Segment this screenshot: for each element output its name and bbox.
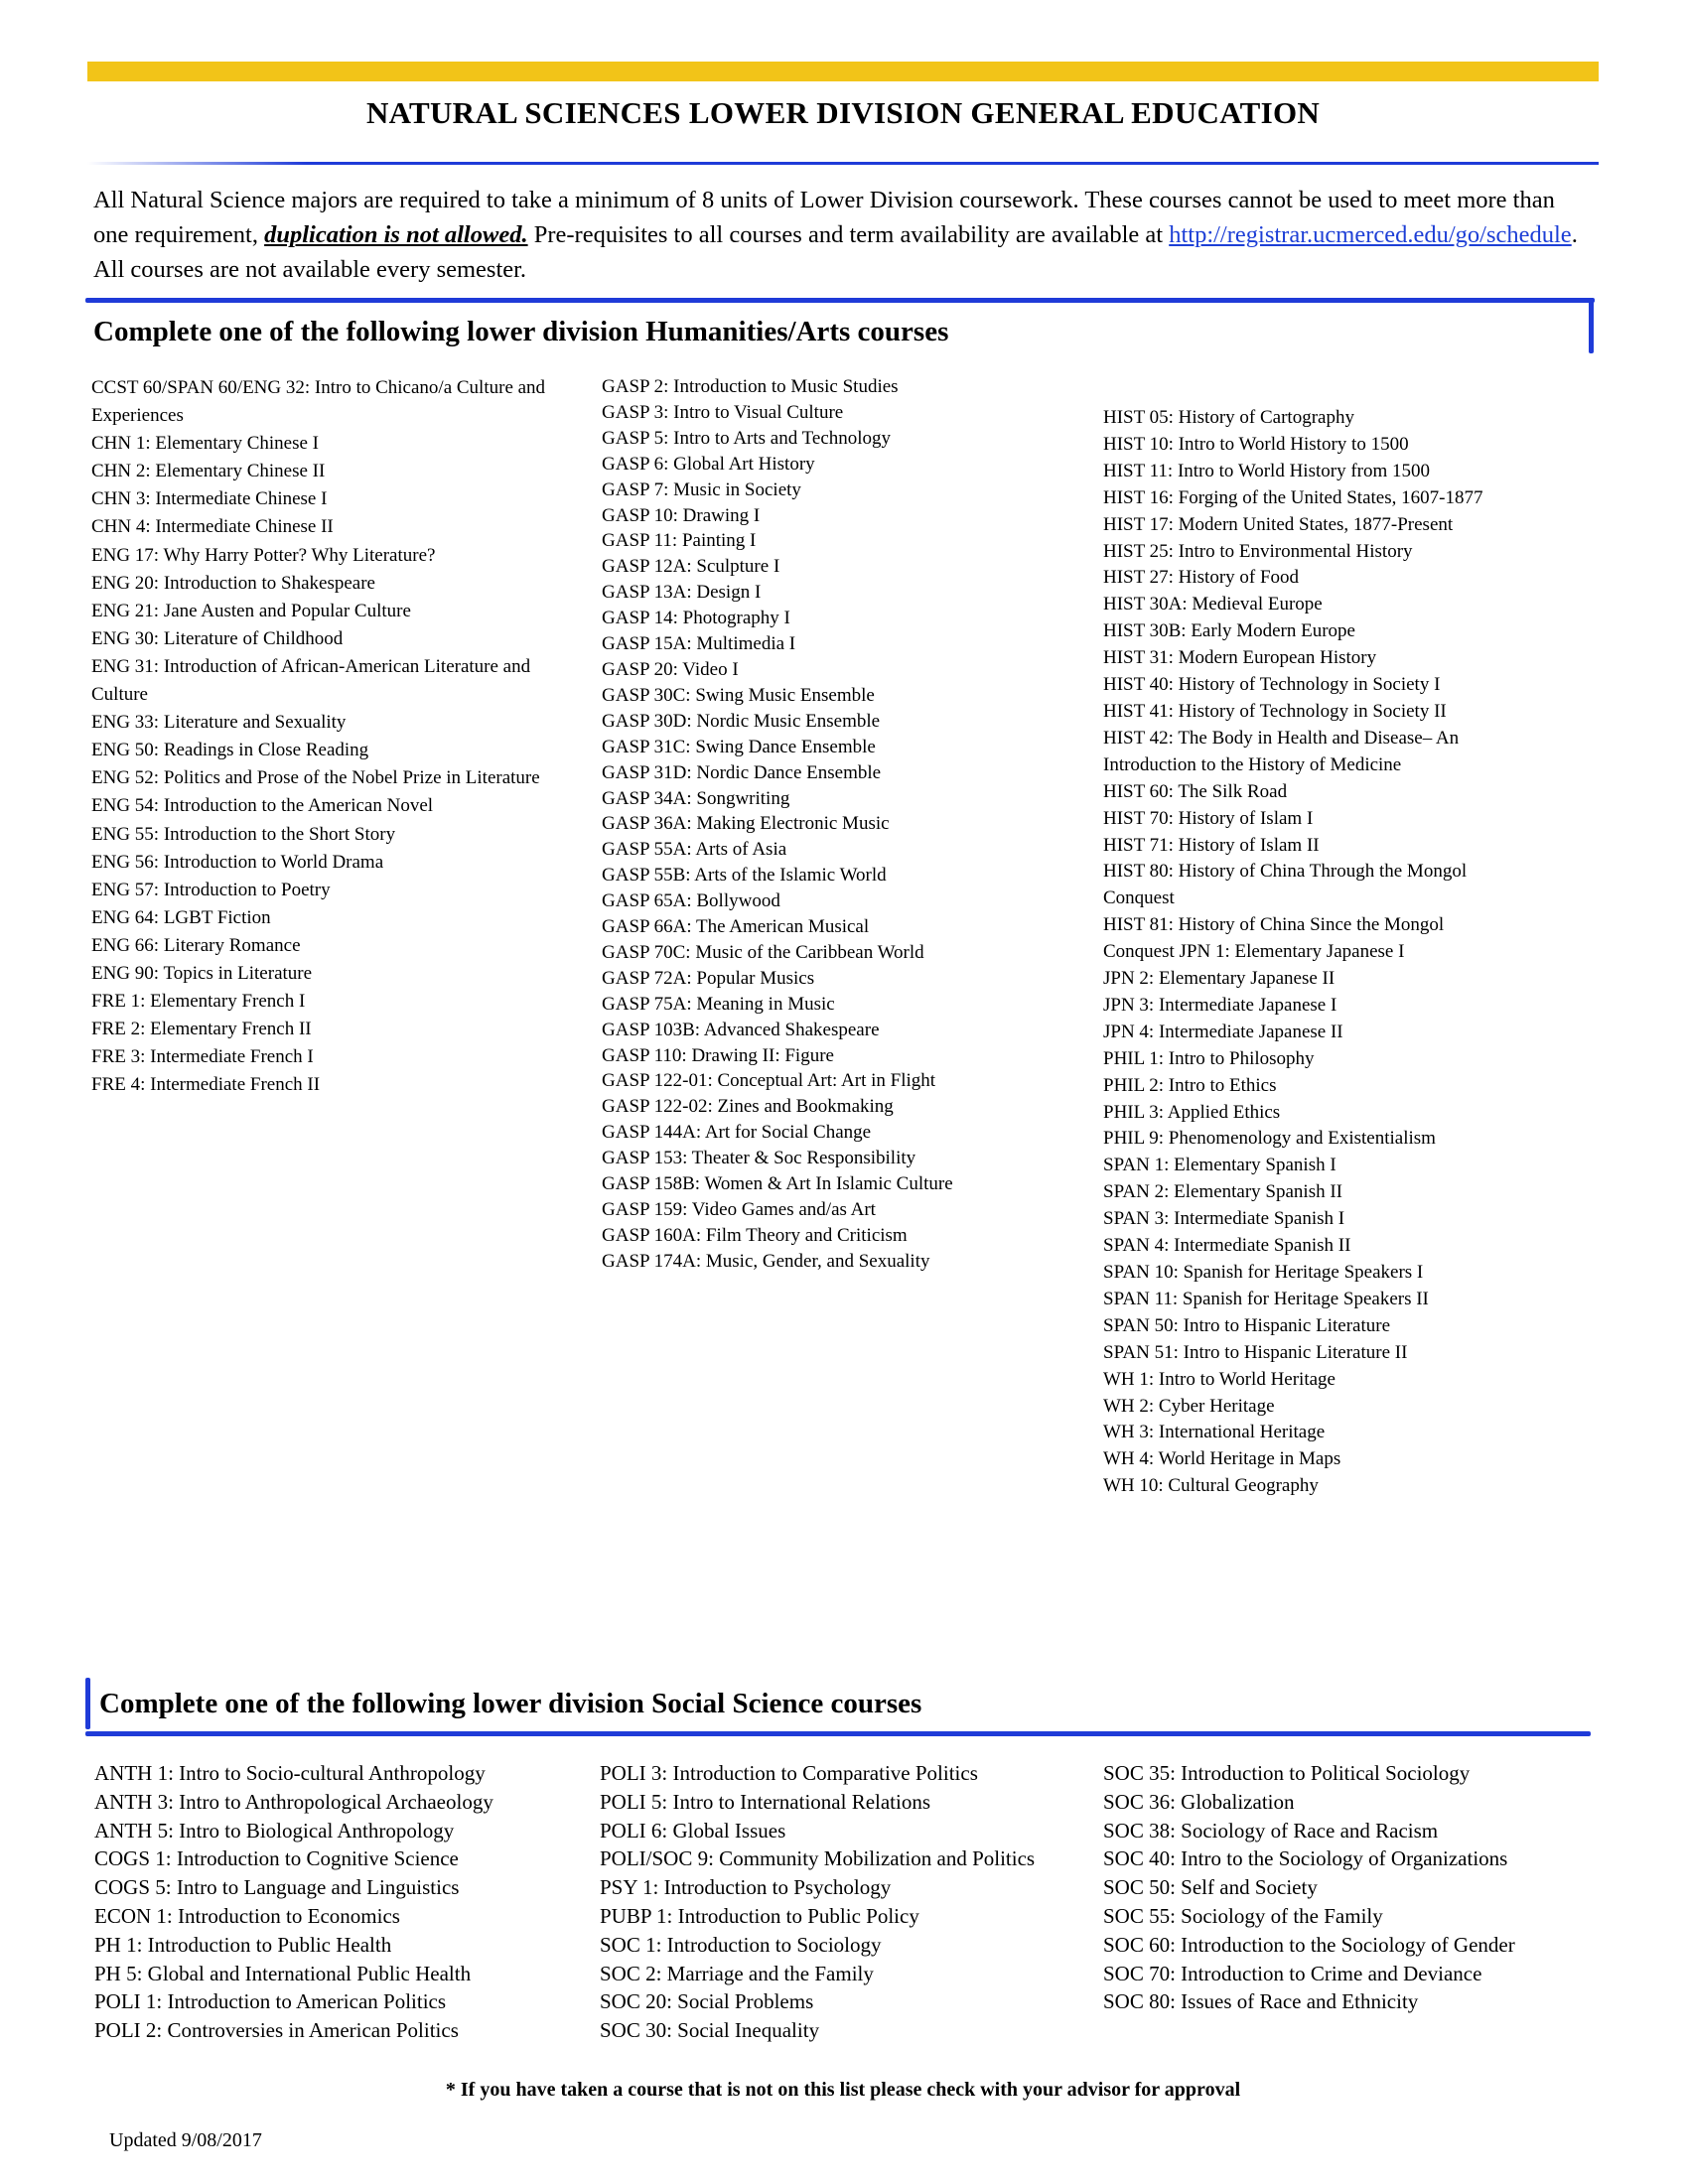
course-item: HIST 27: History of Food [1103, 567, 1300, 589]
course-item: HIST 17: Modern United States, 1877-Present [1103, 513, 1454, 535]
course-item: FRE 2: Elementary French II [91, 1019, 312, 1040]
course-item: CHN 2: Elementary Chinese II [91, 461, 326, 482]
course-item: GASP 160A: Film Theory and Criticism [602, 1224, 908, 1246]
course-item: GASP 158B: Women & Art In Islamic Culture [602, 1173, 953, 1195]
course-item: Conquest [1103, 887, 1175, 909]
course-item: GASP 36A: Making Electronic Music [602, 813, 890, 835]
course-item: SPAN 1: Elementary Spanish I [1103, 1155, 1336, 1176]
course-item: SOC 36: Globalization [1103, 1789, 1295, 1814]
course-item: PSY 1: Introduction to Psychology [600, 1875, 892, 1900]
humanities-rule-hook [1589, 298, 1594, 353]
course-item: JPN 4: Intermediate Japanese II [1103, 1021, 1343, 1042]
course-item: GASP 153: Theater & Soc Responsibility [602, 1148, 916, 1169]
course-item: GASP 103B: Advanced Shakespeare [602, 1019, 880, 1040]
social-bottom-rule [85, 1731, 1591, 1736]
course-item: ENG 20: Introduction to Shakespeare [91, 572, 375, 594]
course-item: GASP 3: Intro to Visual Culture [602, 401, 844, 423]
course-item: SPAN 50: Intro to Hispanic Literature [1103, 1314, 1391, 1336]
course-item: FRE 3: Intermediate French I [91, 1046, 314, 1068]
course-item: GASP 10: Drawing I [602, 504, 761, 526]
course-item: HIST 05: History of Cartography [1103, 407, 1354, 428]
intro-text-1: All Natural Science majors are required to take a minimum of 8 units of Lower Division coursework. These courses cannot be used to meet more than one requirement, [93, 187, 1555, 248]
course-item: GASP 30D: Nordic Music Ensemble [602, 710, 881, 732]
course-item: FRE 1: Elementary French I [91, 991, 306, 1013]
course-item: ANTH 1: Intro to Socio-cultural Anthropology [94, 1761, 486, 1785]
course-item: SOC 20: Social Problems [600, 1989, 814, 2014]
course-item: COGS 5: Intro to Language and Linguistics [94, 1875, 460, 1900]
course-item: GASP 30C: Swing Music Ensemble [602, 684, 875, 706]
course-item: WH 2: Cyber Heritage [1103, 1395, 1275, 1417]
course-item: SPAN 2: Elementary Spanish II [1103, 1181, 1343, 1203]
course-item: HIST 42: The Body in Health and Disease– An [1103, 727, 1460, 749]
course-item: GASP 13A: Design I [602, 582, 762, 604]
course-item: ENG 56: Introduction to World Drama [91, 851, 384, 873]
course-item: FRE 4: Intermediate French II [91, 1074, 321, 1096]
advisor-footnote: * If you have taken a course that is not on this list please check with your advisor for approval [445, 2079, 1241, 2101]
course-item: SOC 35: Introduction to Political Sociology [1103, 1761, 1471, 1785]
course-item: ENG 21: Jane Austen and Popular Culture [91, 600, 411, 621]
title-underline [87, 162, 1599, 165]
course-item: JPN 3: Intermediate Japanese I [1103, 994, 1337, 1016]
course-item: HIST 30A: Medieval Europe [1103, 594, 1323, 615]
course-item: SPAN 10: Spanish for Heritage Speakers I [1103, 1262, 1424, 1283]
course-item: JPN 2: Elementary Japanese II [1103, 968, 1336, 990]
course-item: HIST 71: History of Islam II [1103, 834, 1320, 856]
course-item: GASP 159: Video Games and/as Art [602, 1199, 876, 1220]
course-item: HIST 60: The Silk Road [1103, 780, 1288, 802]
intro-text-3: . All courses are not available every semester. [93, 221, 1578, 283]
course-item: GASP 20: Video I [602, 658, 739, 680]
course-item: GASP 110: Drawing II: Figure [602, 1044, 834, 1066]
course-item: GASP 75A: Meaning in Music [602, 993, 835, 1015]
updated-date: Updated 9/08/2017 [109, 2129, 262, 2151]
course-item: HIST 70: History of Islam I [1103, 807, 1314, 829]
course-item: ENG 54: Introduction to the American Novel [91, 795, 434, 817]
course-item: SOC 30: Social Inequality [600, 2018, 820, 2043]
social-column-3 [1103, 1759, 1600, 2016]
course-item: GASP 15A: Multimedia I [602, 633, 796, 655]
course-item: GASP 66A: The American Musical [602, 916, 870, 938]
course-item: HIST 10: Intro to World History to 1500 [1103, 433, 1409, 455]
course-item: GASP 31D: Nordic Dance Ensemble [602, 761, 882, 783]
course-item: SPAN 51: Intro to Hispanic Literature II [1103, 1341, 1408, 1363]
course-item: ENG 57: Introduction to Poetry [91, 879, 331, 900]
course-item: HIST 11: Intro to World History from 1500 [1103, 460, 1431, 481]
course-item: GASP 70C: Music of the Caribbean World [602, 941, 924, 963]
course-item: ENG 33: Literature and Sexuality [91, 712, 347, 734]
course-item: HIST 81: History of China Since the Mongol [1103, 914, 1445, 936]
course-item: Conquest JPN 1: Elementary Japanese I [1103, 941, 1405, 963]
course-item: HIST 25: Intro to Environmental History [1103, 540, 1413, 562]
course-item: SPAN 3: Intermediate Spanish I [1103, 1208, 1345, 1230]
course-item: SOC 60: Introduction to the Sociology of Gender [1103, 1932, 1515, 1957]
course-item: GASP 11: Painting I [602, 530, 757, 552]
course-item: ENG 17: Why Harry Potter? Why Literature? [91, 544, 436, 566]
course-item: WH 4: World Heritage in Maps [1103, 1448, 1341, 1470]
course-item: SPAN 4: Intermediate Spanish II [1103, 1235, 1351, 1257]
course-item: PHIL 3: Applied Ethics [1103, 1101, 1281, 1123]
course-item: GASP 6: Global Art History [602, 453, 815, 475]
social-column-2 [600, 1759, 1086, 2045]
page-title: NATURAL SCIENCES LOWER DIVISION GENERAL EDUCATION [365, 95, 1321, 130]
course-item: POLI 6: Global Issues [600, 1818, 786, 1843]
social-rule-hook [85, 1678, 90, 1729]
course-item: SPAN 11: Spanish for Heritage Speakers II [1103, 1288, 1429, 1309]
course-item: GASP 14: Photography I [602, 608, 790, 629]
course-item: GASP 65A: Bollywood [602, 890, 780, 912]
course-item: ENG 66: Literary Romance [91, 934, 301, 956]
course-item: GASP 174A: Music, Gender, and Sexuality [602, 1250, 930, 1272]
course-item: PH 1: Introduction to Public Health [94, 1932, 392, 1957]
course-item: GASP 144A: Art for Social Change [602, 1122, 872, 1144]
course-item: PHIL 9: Phenomenology and Existentialism [1103, 1128, 1436, 1150]
course-item: HIST 30B: Early Modern Europe [1103, 620, 1355, 642]
course-item: SOC 40: Intro to the Sociology of Organizations [1103, 1846, 1508, 1871]
course-item: HIST 16: Forging of the United States, 1607-1877 [1103, 486, 1483, 508]
course-item: POLI 5: Intro to International Relations [600, 1789, 931, 1814]
course-item: GASP 12A: Sculpture I [602, 556, 780, 578]
course-item: PH 5: Global and International Public Health [94, 1961, 472, 1985]
humanities-heading: Complete one of the following lower division Humanities/Arts courses [93, 316, 949, 347]
humanities-column-1 [91, 374, 558, 1099]
course-item: WH 3: International Heritage [1103, 1422, 1326, 1443]
course-item: SOC 80: Issues of Race and Ethnicity [1103, 1989, 1419, 2014]
course-item: PHIL 1: Intro to Philosophy [1103, 1047, 1315, 1069]
course-item: ENG 50: Readings in Close Reading [91, 740, 369, 761]
course-item: POLI/SOC 9: Community Mobilization and Politics [600, 1846, 1036, 1871]
schedule-link[interactable]: http://registrar.ucmerced.edu/go/schedule [1169, 221, 1572, 248]
course-item: ENG 64: LGBT Fiction [91, 906, 271, 928]
course-item: GASP 55A: Arts of Asia [602, 839, 787, 861]
course-item: GASP 2: Introduction to Music Studies [602, 376, 899, 397]
course-item: GASP 31C: Swing Dance Ensemble [602, 736, 876, 757]
social-column-1 [94, 1759, 561, 2045]
course-item: ENG 55: Introduction to the Short Story [91, 823, 396, 845]
humanities-top-rule [85, 298, 1595, 303]
course-item: SOC 50: Self and Society [1103, 1875, 1318, 1900]
course-item: SOC 70: Introduction to Crime and Deviance [1103, 1961, 1482, 1985]
intro-text-2: Pre-requisites to all courses and term availability are available at [527, 221, 1170, 248]
intro-emphasis: duplication is not allowed. [264, 221, 528, 248]
course-item: HIST 31: Modern European History [1103, 647, 1377, 669]
course-item: POLI 1: Introduction to American Politics [94, 1989, 447, 2014]
course-item: GASP 7: Music in Society [602, 478, 801, 500]
header-gold-bar [87, 62, 1599, 81]
course-item: GASP 55B: Arts of the Islamic World [602, 865, 887, 887]
course-item: CHN 3: Intermediate Chinese I [91, 488, 328, 510]
course-item: GASP 122-02: Zines and Bookmaking [602, 1096, 894, 1118]
course-item: SOC 1: Introduction to Sociology [600, 1932, 882, 1957]
course-item: SOC 2: Marriage and the Family [600, 1961, 874, 1985]
course-item: POLI 2: Controversies in American Politics [94, 2018, 459, 2043]
course-item: CCST 60/SPAN 60/ENG 32: Intro to Chicano/a Culture and Experiences [91, 377, 546, 427]
course-item: GASP 72A: Popular Musics [602, 967, 815, 989]
course-item: GASP 122-01: Conceptual Art: Art in Flight [602, 1070, 936, 1092]
course-item: WH 1: Intro to World Heritage [1103, 1368, 1336, 1390]
humanities-column-3 [1103, 405, 1520, 1500]
course-item: POLI 3: Introduction to Comparative Politics [600, 1761, 978, 1785]
course-item: WH 10: Cultural Geography [1103, 1475, 1319, 1497]
intro-paragraph [93, 183, 1593, 287]
course-item: HIST 41: History of Technology in Society II [1103, 700, 1447, 722]
course-item: ENG 52: Politics and Prose of the Nobel Prize in Literature [91, 767, 540, 789]
social-science-heading: Complete one of the following lower division Social Science courses [99, 1688, 922, 1719]
course-item: Introduction to the History of Medicine [1103, 753, 1402, 775]
course-item: GASP 34A: Songwriting [602, 787, 790, 809]
humanities-column-2 [602, 374, 1019, 1275]
course-item: GASP 5: Intro to Arts and Technology [602, 427, 892, 449]
course-item: ECON 1: Introduction to Economics [94, 1903, 400, 1928]
course-item: SOC 38: Sociology of Race and Racism [1103, 1818, 1439, 1843]
course-item: HIST 40: History of Technology in Society I [1103, 674, 1441, 696]
course-item: ENG 31: Introduction of African-American Literature and Culture [91, 655, 531, 706]
course-item: ANTH 5: Intro to Biological Anthropology [94, 1818, 455, 1843]
course-item: CHN 1: Elementary Chinese I [91, 433, 320, 455]
course-item: SOC 55: Sociology of the Family [1103, 1903, 1383, 1928]
course-item: ENG 30: Literature of Childhood [91, 627, 344, 649]
course-item: COGS 1: Introduction to Cognitive Science [94, 1846, 459, 1871]
course-item: HIST 80: History of China Through the Mongol [1103, 861, 1468, 883]
course-item: PUBP 1: Introduction to Public Policy [600, 1903, 919, 1928]
course-item: ENG 90: Topics in Literature [91, 962, 313, 984]
course-item: CHN 4: Intermediate Chinese II [91, 516, 334, 538]
course-item: ANTH 3: Intro to Anthropological Archaeology [94, 1789, 493, 1814]
course-item: PHIL 2: Intro to Ethics [1103, 1074, 1277, 1096]
